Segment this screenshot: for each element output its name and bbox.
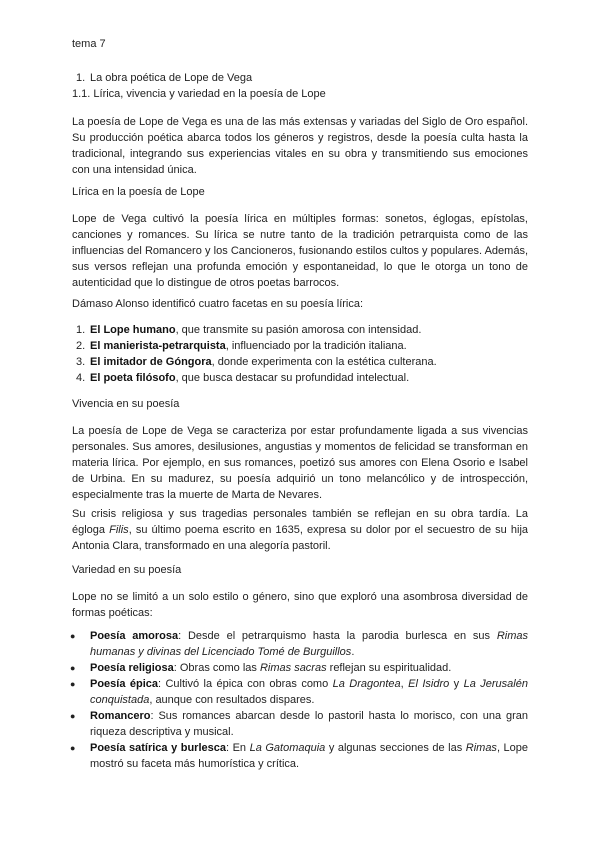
section-number: 1. [76, 72, 86, 84]
bullet-item: ● Poesía satírica y burlesca: En La Gatomaquia y algunas secciones de las Rimas, Lope mostró su faceta más humorística y crítica. [70, 742, 529, 770]
faceta-item: 2. El manierista-petrarquista, influenciado por la tradición italiana. [76, 340, 407, 352]
bullet-item: ● Poesía religiosa: Obras como las Rimas sacras reflejan su espiritualidad. [70, 662, 452, 674]
section-heading [76, 70, 530, 86]
lirica-paragraph: Lope de Vega cultivó la poesía lírica en múltiples formas: sonetos, églogas, epístolas, canciones y romances. Su lírica se nutre tanto de la tradición petrarquista como de las influencias del Romancero y los Cancioneros, fusionando estilos cultos y populares. Además, sus versos reflejan una profunda emoción y espontaneidad, lo que le otorga un tono de autenticidad que lo distingue de otros poetas barrocos. [72, 213, 528, 289]
section-title: La obra poética de Lope de Vega [90, 72, 253, 84]
vivencia-paragraph-1: La poesía de Lope de Vega se caracteriza por estar profundamente ligada a sus vivencias personales. Sus amores, desilusiones, angustias y momentos de felicidad se transforman en materia lírica. Por ejemplo, en sus romances, poetizó sus amores con Elena Osorio e Isabel de Urbina. En su madurez, su poesía adquirió un tono melancólico y de introspección, especialmente tras la muerte de Marta de Nevares. [72, 425, 528, 501]
vivencia-paragraph-2: Su crisis religiosa y sus tragedias personales también se reflejan en su obra tardía. La égloga Filis, su último poema escrito en 1635, expresa su dolor por el secuestro de su hija Antonia Clara, transformado en una alegoría pastoril. [72, 508, 528, 552]
bullet-icon: ● [70, 711, 76, 721]
faceta-item: 1. El Lope humano, que transmite su pasión amorosa con intensidad. [76, 324, 422, 336]
bullet-item: ● Poesía amorosa: Desde el petrarquismo hasta la parodia burlesca en sus Rimas humanas y divinas del Licenciado Tomé de Burguillos. [70, 630, 528, 658]
variedad-heading: Variedad en su poesía [72, 564, 182, 576]
facetas-intro: Dámaso Alonso identificó cuatro facetas en su poesía lírica: [72, 298, 364, 310]
lirica-heading: Lírica en la poesía de Lope [72, 186, 205, 198]
page-header: tema 7 [72, 38, 106, 50]
variedad-intro: Lope no se limitó a un solo estilo o género, sino que exploró una asombrosa diversidad de formas poéticas: [72, 591, 528, 619]
vivencia-heading: Vivencia en su poesía [72, 398, 180, 410]
faceta-item: 3. El imitador de Góngora, donde experimenta con la estética culterana. [76, 356, 437, 368]
bullet-icon: ● [70, 743, 76, 753]
bullet-item: ● Poesía épica: Cultivó la épica con obras como La Dragontea, El Isidro y La Jerusalén conquistada, aunque con resultados dispares. [70, 678, 528, 706]
intro-paragraph: La poesía de Lope de Vega es una de las más extensas y variadas del Siglo de Oro español. Su producción poética abarca todos los géneros y registros, desde la poesía culta hasta la tradicional, integrando sus experiencias vitales en su obra y transmitiendo sus emociones con una intensidad única. [72, 116, 528, 176]
bullet-icon: ● [70, 663, 76, 673]
bullet-icon: ● [70, 631, 76, 641]
subsection-title: 1.1. Lírica, vivencia y variedad en la poesía de Lope [72, 88, 326, 100]
faceta-item: 4. El poeta filósofo, que busca destacar su profundidad intelectual. [76, 372, 410, 384]
bullet-icon: ● [70, 679, 76, 689]
bullet-item: ● Romancero: Sus romances abarcan desde lo pastoril hasta lo morisco, con una gran riqueza descriptiva y musical. [70, 710, 528, 738]
